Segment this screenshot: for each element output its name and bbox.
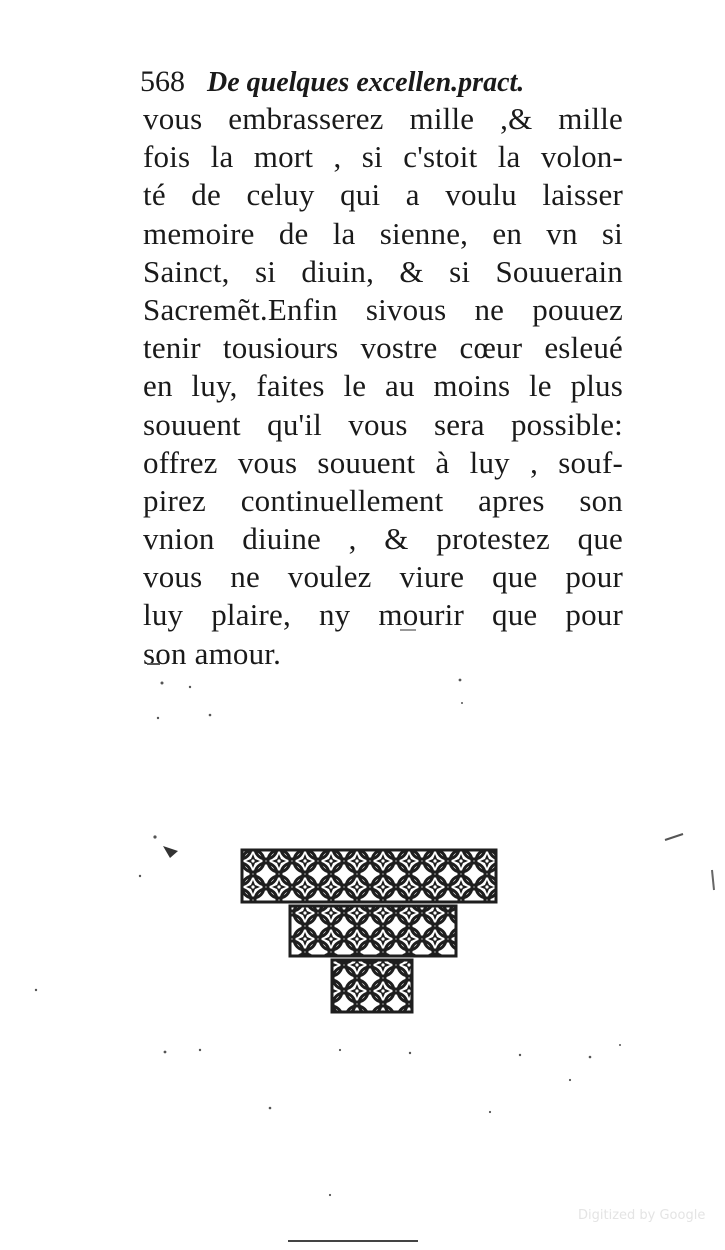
page-number: 568 [140, 65, 185, 98]
text-line: souuent qu'il vous sera possible: [143, 406, 623, 442]
running-title: De quelques excellen.pract. [207, 67, 525, 98]
text-line: son amour. [143, 635, 282, 671]
text-line: en luy, faites le au moins le plus [143, 368, 623, 404]
text-line: vnion diuine , & protestez que [143, 521, 623, 557]
running-head [140, 62, 620, 102]
text-line: offrez vous souuent à luy , souf- [143, 444, 623, 480]
text-line: Sacremẽt.Enfin sivous ne pouuez [143, 291, 623, 327]
text-line: fois la mort , si c'stoit la volon- [143, 139, 623, 175]
text-line: Sainct, si diuin, & si Souuerain [143, 253, 623, 289]
text-line: luy plaire, ny mourir que pour [143, 597, 623, 633]
watermark: Digitized by Google [578, 1208, 706, 1223]
bottom-rule [288, 1240, 418, 1242]
body-text [143, 100, 623, 673]
text-line: memoire de la sienne, en vn si [143, 215, 623, 251]
text-line: vous ne voulez viure que pour [143, 559, 623, 595]
text-line: pirez continuellement apres son [143, 482, 623, 518]
text-line: vous embrasserez mille ,& mille [143, 101, 623, 136]
tailpiece-ornament [240, 848, 500, 1018]
text-line: té de celuy qui a voulu laisser [143, 177, 623, 213]
text-line: tenir tousiours vostre cœur esleué [143, 330, 623, 366]
